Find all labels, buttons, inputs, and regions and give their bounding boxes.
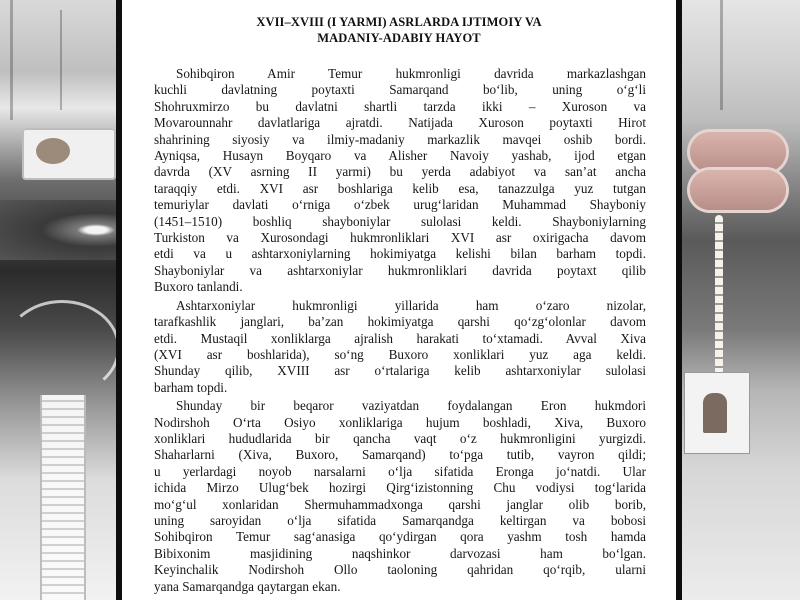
text-line: etdi. Mustaqil xonliklarga ajralish harakati to‘xtamadi. Avval Xiva xyxy=(154,330,646,346)
text-line: Shayboniylar va ashtarxoniylar hukmronliklari davrida poytaxt qilib xyxy=(154,262,646,278)
ornament-plate-picture xyxy=(690,132,786,172)
text-line: Turkiston va Xurosondagi hukmronliklari XVI asr oxirigacha davom xyxy=(154,230,646,246)
paragraph xyxy=(154,398,646,595)
text-line: shahrining siyosiy va ilmiy-madaniy markazlik mavqei oshib bordi. xyxy=(154,131,646,147)
right-decorative-collage xyxy=(680,0,800,600)
text-line: Sohibqiron Temur sag‘anasiga qo‘ydirgan qora yashm tosh hamda xyxy=(154,529,646,545)
document-page xyxy=(122,0,676,600)
text-line: Keyinchalik Nodirshoh Ollo taoloning qahridan qo‘rqib, ularni xyxy=(154,562,646,578)
title-line: XVII–XVIII (I YARMI) ASRLARDA IJTIMOIY VA xyxy=(256,15,542,29)
left-decorative-collage xyxy=(0,0,120,600)
ornament-plate-picture xyxy=(690,170,786,210)
text-line: (XVI asr boshlarida), so‘ng Buxoro xonliklari yuz aga keldi. xyxy=(154,346,646,362)
bird-picture xyxy=(22,128,116,180)
lace-decoration xyxy=(40,395,86,600)
text-line: etdi va u ashtarxoniylarning hokimiyatga kelishi bilan barham topdi. xyxy=(154,246,646,262)
text-line: Shaharlarni (Xiva, Buxoro, Samarqand) to‘pga tutib, vayron qildi; xyxy=(154,447,646,463)
text-line: Bibixonim masjidining naqshinkor darvozasi ham bo‘lgan. xyxy=(154,545,646,561)
text-line: ichida Mirzo Ulug‘bek hozirgi Qirg‘izistonning Chu vodiysi tog‘larida xyxy=(154,480,646,496)
text-line: Sohibqiron Amir Temur hukmronligi davrida markazlashgan xyxy=(176,66,646,81)
paragraph xyxy=(154,298,646,396)
text-line: kuchli davlatning poytaxti Samarqand bo‘lib, uning o‘g‘li xyxy=(154,82,646,98)
eye-picture xyxy=(0,200,120,260)
tree-branch-decoration xyxy=(10,0,13,120)
pearl-string-picture xyxy=(715,215,723,375)
text-line: Nodirshoh O‘rta Osiyo xonliklariga hujum boshladi, Xiva, Buxoro xyxy=(154,414,646,430)
text-line: (1451–1510) boshliq shayboniylar sulolasi keldi. Shayboniylarning xyxy=(154,213,646,229)
tree-branch-decoration xyxy=(60,10,62,110)
swirl-decoration xyxy=(4,300,120,396)
text-line: taraqqiy etdi. XVI asr boshlariga kelib esa, tanazzulga yuz tutgan xyxy=(154,180,646,196)
portrait-picture xyxy=(684,372,750,454)
text-line: temuriylar davlati o‘rniga o‘zbek urug‘laridan Muhammad Shayboniy xyxy=(154,197,646,213)
text-line: Shohruxmirzo bu davlatni shartli tarzda ikki – Xuroson va xyxy=(154,98,646,114)
text-line: Shunday bir beqaror vaziyatdan foydalangan Eron hukmdori xyxy=(176,398,646,414)
text-line: Movarounnahr davlatlariga ajratdi. Natijada Xuroson poytaxti Hirot xyxy=(154,115,646,131)
text-line: davrda (XV asrning II yarmi) bu yerda adabiyot va san’at ancha xyxy=(154,164,646,180)
text-line: Shunday qilib, XVIII asr o‘rtalariga kelib ashtarxoniylar sulolasi xyxy=(154,363,646,379)
text-line: Buxoro tanlandi. xyxy=(154,279,243,295)
text-line: yana Samarqandga qaytargan ekan. xyxy=(154,578,341,594)
page-right-edge xyxy=(676,0,682,600)
text-line: Ayniqsa, Husayn Boyqaro va Alisher Navoiy yashab, ijod etgan xyxy=(154,148,646,164)
title-line: MADANIY-ADABIY HAYOT xyxy=(317,31,481,45)
document-title xyxy=(122,14,676,46)
text-line: Ashtarxoniylar hukmronligi yillarida ham o‘zaro nizolar, xyxy=(176,297,646,313)
paragraph xyxy=(154,66,646,296)
text-line: mo‘g‘ul xonlaridan Shermuhammadxonga qarshi janglar olib borib, xyxy=(154,496,646,512)
text-line: tarafkashlik janglari, ba’zan hokimiyatga qarshi qo‘zg‘olonlar davom xyxy=(154,314,646,330)
text-line: u yerlardagi noyob narsalarni o‘lja sifatida Eronga jo‘natdi. Ular xyxy=(154,463,646,479)
text-line: xonliklari hududlarida bir qancha vaqt o‘z hukmronligini yurgizdi. xyxy=(154,430,646,446)
document-body xyxy=(154,66,646,595)
text-line: uning saroyidan o‘lja sifatida Samarqandga keltirgan va bobosi xyxy=(154,512,646,528)
tree-branch-decoration xyxy=(720,0,723,110)
text-line: barham topdi. xyxy=(154,379,228,395)
